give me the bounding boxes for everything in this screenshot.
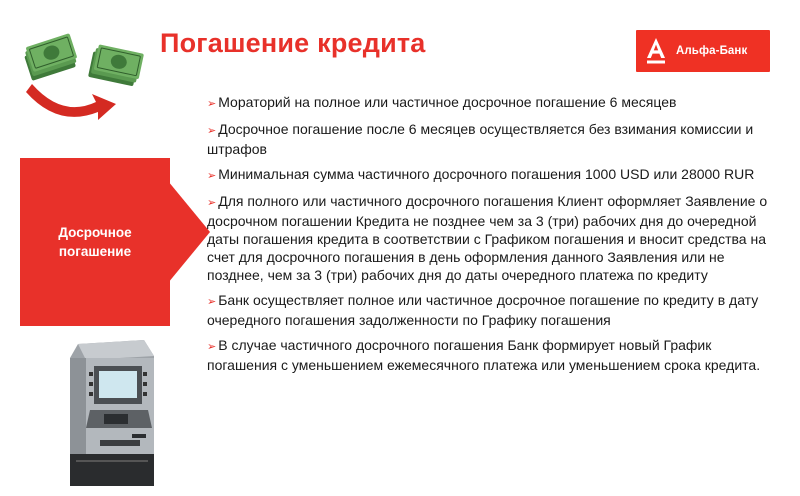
bullet-item [207,336,782,374]
side-label [58,223,131,261]
bullet-item [207,291,782,329]
bullet-item [207,120,782,158]
right-arrow-icon [168,181,210,283]
logo-text: Альфа-Банк [676,45,748,57]
atm-icon [56,336,160,488]
alfa-bank-logo [636,30,770,72]
bullet-text: Для полного или частичного досрочного погашения Клиент оформляет Заявление о досрочном погашении Кредита не позднее чем за 3 (три) рабочих дня до очередной даты погашения кредита в соответствии с Графиком погашения и вносит средства на счет для досрочного погашения в день оформления данного Заявления или не позднее, чем за 3 (три) рабочих дня до даты очередного платежа по кредиту [207,193,768,283]
bullet-item [207,192,782,284]
bullet-item [207,165,782,185]
side-label-line2: погашение [58,244,132,259]
bullet-list [207,93,782,381]
bullet-text: Мораторий на полное или частичное досрочное погашение 6 месяцев [218,94,677,110]
bullet-item [207,93,782,113]
bullet-marker-icon: ➢ [207,296,217,308]
slide-title: Погашение кредита [160,28,426,58]
money-exchange-icon [18,26,146,130]
bullet-marker-icon: ➢ [207,125,217,137]
side-label-line1: Досрочное [58,225,132,240]
alfa-logo-icon [636,30,676,72]
bullet-marker-icon: ➢ [207,341,217,353]
bullet-text: Минимальная сумма частичного досрочного погашения 1000 USD или 28000 RUR [218,166,755,182]
bullet-text: В случае частичного досрочного погашения Банк формирует новый График погашения с уменьшением ежемесячного платежа или уменьшением срока кредита. [207,337,761,373]
bullet-text: Банк осуществляет полное или частичное досрочное погашение по кредиту в дату очередного погашения задолженности по Графику погашения [207,292,759,328]
side-label-box [20,158,170,326]
bullet-marker-icon: ➢ [207,197,217,209]
bullet-marker-icon: ➢ [207,98,217,110]
bullet-marker-icon: ➢ [207,170,217,182]
bullet-text: Досрочное погашение после 6 месяцев осуществляется без взимания комиссии и штрафов [207,121,754,157]
